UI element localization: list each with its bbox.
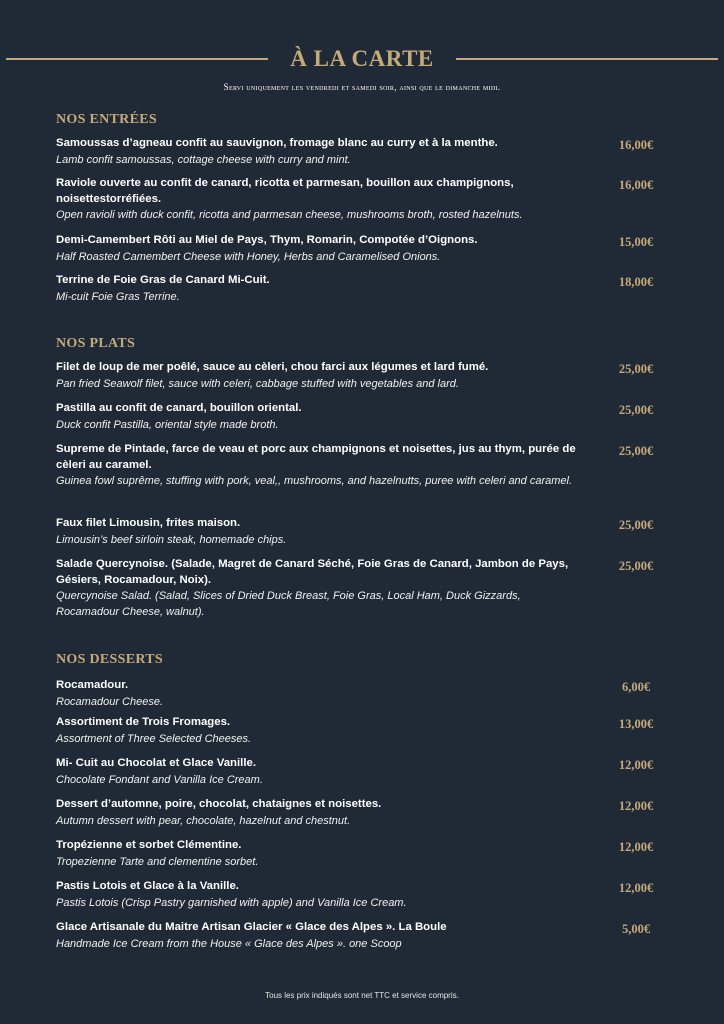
item-name-en: Pan fried Seawolf filet, sauce with celeri, cabbage stuffed with vegetables and lard.: [56, 377, 459, 390]
title-divider-left: [6, 58, 268, 60]
item-name-fr: Mi- Cuit au Chocolat et Glace Vanille.: [56, 757, 257, 769]
item-price: 13,00€: [618, 717, 654, 731]
item-name-en: Quercynoise Salad. (Salad, Slices of Dried Duck Breast, Foie Gras, Local Ham, Duck Gizzards, Rocamadour Cheese, walnut).: [56, 590, 521, 618]
item-price: 15,00€: [618, 235, 654, 249]
item-price: 12,00€: [618, 840, 654, 854]
menu-item: [56, 360, 676, 392]
footer-note: Tous les prix indiqués sont net TTC et service compris.: [265, 991, 459, 1000]
item-name-fr: Pastis Lotois et Glace à la Vanille.: [56, 880, 239, 892]
item-name-fr: Faux filet Limousin, frites maison.: [56, 517, 241, 529]
item-price: 25,00€: [618, 403, 654, 417]
item-name-fr: Samoussas d’agneau confit au sauvignon, fromage blanc au curry et à la menthe.: [56, 137, 498, 149]
menu-item: [56, 233, 676, 265]
title-divider-right: [456, 58, 718, 60]
menu-item: [56, 797, 676, 829]
item-name-fr: Assortiment de Trois Fromages.: [56, 716, 231, 728]
item-name-en: Lamb confit samoussas, cottage cheese with curry and mint.: [56, 153, 351, 166]
section-title-entrees: NOS ENTRÉES: [56, 112, 157, 127]
item-name-fr: Terrine de Foie Gras de Canard Mi-Cuit.: [56, 274, 270, 286]
item-name-fr: Dessert d’automne, poire, chocolat, chataignes et noisettes.: [56, 798, 382, 810]
item-name-en: Handmade Ice Cream from the House « Glace des Alpes ». one Scoop: [56, 937, 402, 950]
item-name-en: Tropezienne Tarte and clementine sorbet.: [56, 855, 259, 868]
item-price: 5,00€: [621, 922, 651, 936]
item-name-fr: Salade Quercynoise. (Salade, Magret de Canard Séché, Foie Gras de Canard, Jambon de Pays, Gésiers, Rocamadour, Noix).: [56, 558, 569, 586]
item-name-en: Pastis Lotois (Crisp Pastry garnished with apple) and Vanilla Ice Cream.: [56, 896, 407, 909]
item-name-fr: Demi-Camembert Rôti au Miel de Pays, Thym, Romarin, Compotée d’Oignons.: [56, 234, 478, 246]
item-price: 6,00€: [621, 680, 651, 694]
item-name-fr: Filet de loup de mer poêlé, sauce au cèleri, chou farci aux légumes et lard fumé.: [56, 361, 489, 373]
page-title: À LA CARTE: [290, 46, 434, 71]
item-price: 12,00€: [618, 881, 654, 895]
item-name-en: Rocamadour Cheese.: [56, 695, 164, 708]
item-price: 25,00€: [618, 559, 654, 573]
item-name-en: Autumn dessert with pear, chocolate, hazelnut and chestnut.: [56, 814, 351, 827]
menu-item: [56, 838, 676, 870]
page-subtitle: Servi uniquement les vendredi et samedi soir, ainsi que le dimanche midi.: [223, 82, 501, 92]
item-name-en: Open ravioli with duck confit, ricotta and parmesan cheese, mushrooms broth, rosted hazelnuts.: [56, 209, 523, 221]
item-name-fr: Supreme de Pintade, farce de veau et porc aux champignons et noisettes, jus au thym, purée de cèleri au caramel.: [56, 443, 576, 471]
menu-item: [56, 715, 676, 747]
item-name-fr: Raviole ouverte au confit de canard, ricotta et parmesan, bouillon aux champignons, noisettestorréfiées.: [56, 177, 514, 205]
menu-item: [56, 678, 676, 710]
menu-item: [56, 879, 676, 911]
menu-item: [56, 176, 676, 223]
item-price: 25,00€: [618, 518, 654, 532]
item-name-en: Half Roasted Camembert Cheese with Honey, Herbs and Caramelised Onions.: [56, 250, 441, 263]
item-price: 18,00€: [618, 275, 654, 289]
item-name-fr: Tropézienne et sorbet Clémentine.: [56, 839, 242, 851]
item-name-en: Mi-cuit Foie Gras Terrine.: [56, 290, 180, 303]
menu-item: [56, 136, 676, 168]
item-name-en: Chocolate Fondant and Vanilla Ice Cream.: [56, 773, 263, 786]
item-name-en: Duck confit Pastilla, oriental style made broth.: [56, 418, 279, 431]
menu-item: [56, 756, 676, 788]
item-price: 25,00€: [618, 444, 654, 458]
menu-item: [56, 516, 676, 548]
title-row: [0, 42, 724, 76]
item-name-fr: Rocamadour.: [56, 679, 129, 691]
item-name-en: Assortment of Three Selected Cheeses.: [56, 732, 252, 745]
menu-item: [56, 401, 676, 433]
section-title-desserts: NOS DESSERTS: [56, 652, 163, 667]
item-price: 12,00€: [618, 758, 654, 772]
menu-item: [56, 920, 676, 952]
menu-item: [56, 273, 676, 305]
menu-item: [56, 442, 676, 489]
item-name-fr: Pastilla au confit de canard, bouillon oriental.: [56, 402, 302, 414]
item-name-en: Guinea fowl suprême, stuffing with pork, veal,, mushrooms, and hazelnutts, puree with celeri and caramel.: [56, 475, 573, 487]
item-price: 16,00€: [618, 138, 654, 152]
item-price: 12,00€: [618, 799, 654, 813]
item-name-en: Limousin’s beef sirloin steak, homemade chips.: [56, 533, 287, 546]
item-price: 16,00€: [618, 178, 654, 192]
item-price: 25,00€: [618, 362, 654, 376]
menu-item: [56, 557, 676, 620]
item-name-fr: Glace Artisanale du Maitre Artisan Glacier « Glace des Alpes ». La Boule: [56, 921, 447, 933]
section-title-plats: NOS PLATS: [56, 336, 136, 351]
